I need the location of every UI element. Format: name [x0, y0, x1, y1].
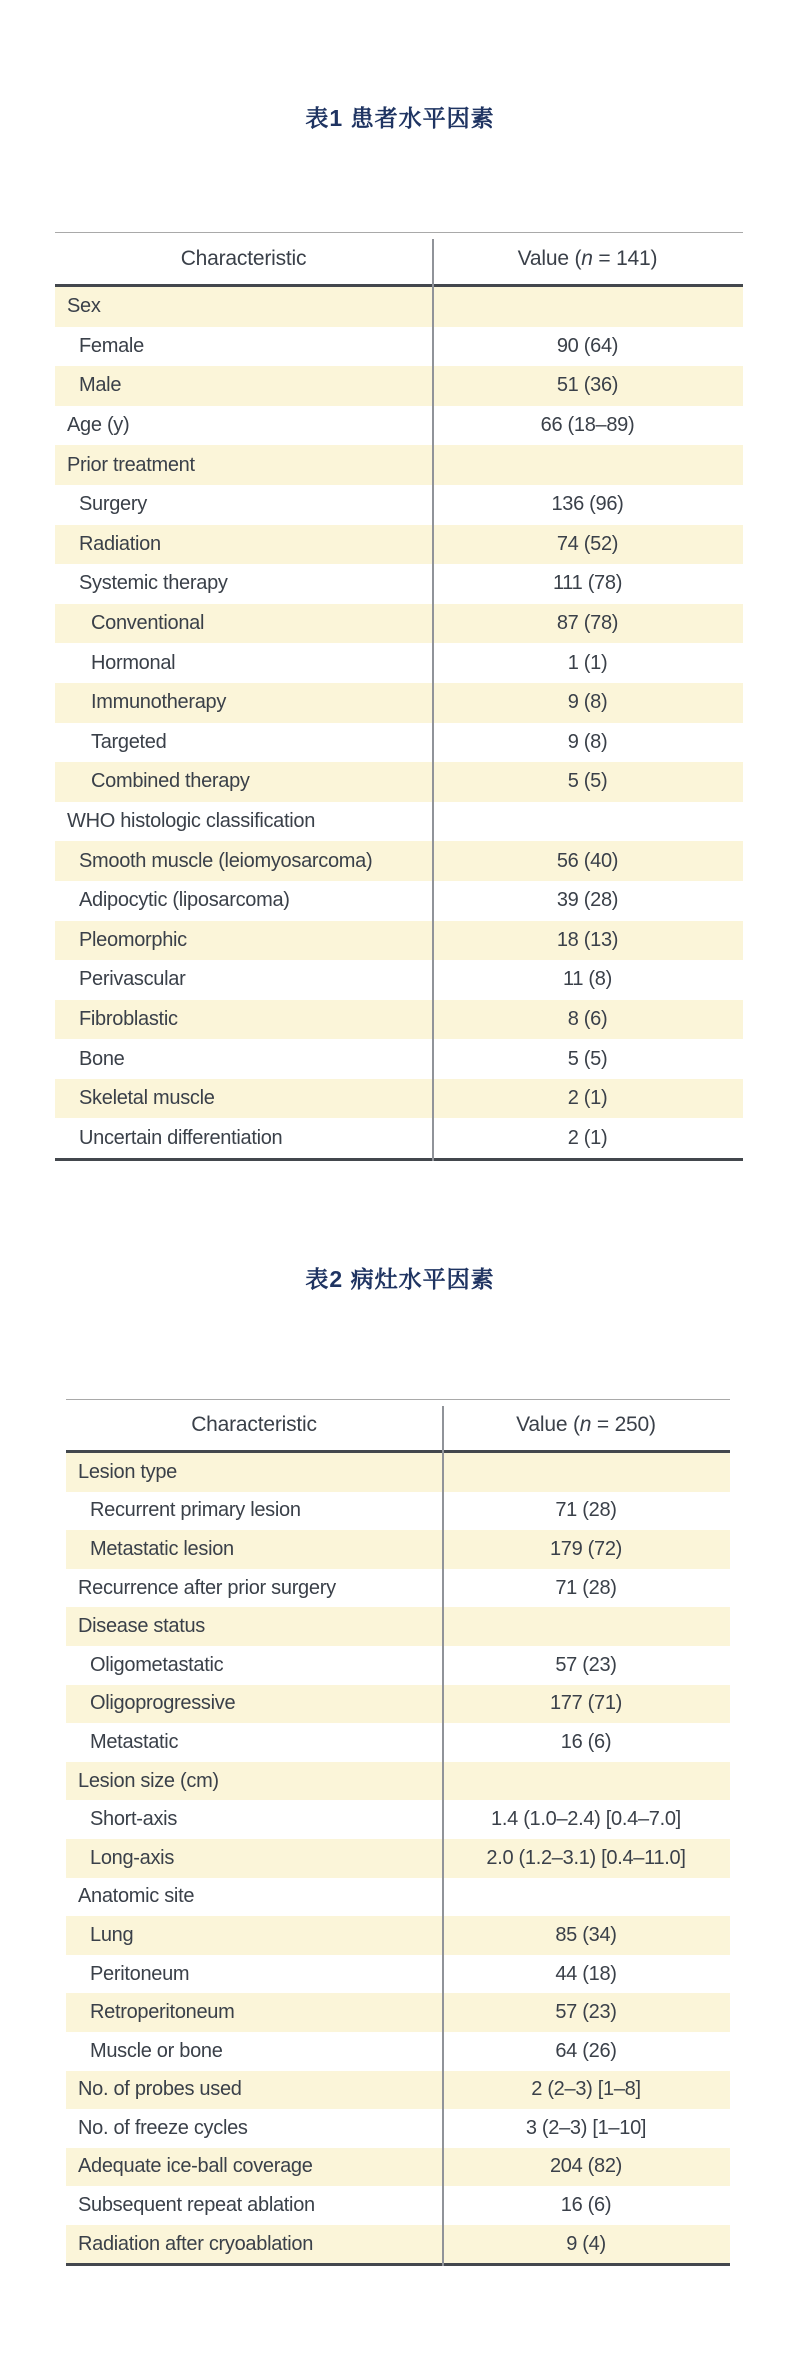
characteristic-cell: Radiation — [79, 532, 161, 555]
table-row — [55, 1039, 743, 1079]
characteristic-cell: Disease status — [78, 1615, 205, 1638]
value-cell: 2 (2–3) [1–8] — [531, 2078, 641, 2101]
value-cell: 5 (5) — [567, 770, 608, 793]
value-cell: 74 (52) — [556, 532, 619, 555]
characteristic-cell: Perivascular — [79, 968, 186, 991]
value-cell: 71 (28) — [555, 1576, 617, 1599]
value-cell: 87 (78) — [556, 612, 619, 635]
value-cell: 44 (18) — [555, 1962, 617, 1985]
characteristic-cell: Adipocytic (liposarcoma) — [79, 889, 290, 912]
characteristic-cell: Surgery — [79, 493, 147, 516]
value-cell: 9 (4) — [566, 2232, 606, 2255]
table-row — [55, 604, 743, 644]
characteristic-header: Characteristic — [180, 246, 307, 270]
table-row — [55, 445, 743, 485]
characteristic-cell: Female — [79, 334, 144, 357]
table1-body — [55, 287, 743, 1161]
value-cell: 204 (82) — [549, 2155, 623, 2178]
characteristic-cell: Metastatic — [90, 1730, 179, 1753]
value-cell: 57 (23) — [555, 2001, 617, 2024]
value-cell: 3 (2–3) [1–10] — [525, 2116, 647, 2139]
table-row — [66, 1646, 730, 1685]
value-cell: 179 (72) — [549, 1537, 623, 1560]
characteristic-cell: Systemic therapy — [79, 572, 228, 595]
table-row — [66, 2109, 730, 2148]
table-row — [66, 1723, 730, 1762]
table-row — [66, 2148, 730, 2187]
value-header-suffix: = 250) — [591, 1413, 656, 1436]
table-row — [55, 643, 743, 683]
characteristic-cell: Anatomic site — [78, 1885, 195, 1908]
table-row — [66, 1453, 730, 1492]
table-row — [55, 1000, 743, 1040]
table-row — [55, 802, 743, 842]
table-row — [55, 723, 743, 763]
table-row — [55, 841, 743, 881]
characteristic-cell: Sex — [67, 295, 101, 318]
table-row — [66, 1492, 730, 1531]
value-cell: 1 (1) — [567, 651, 608, 674]
table2-title: 表2 病灶水平因素 — [305, 1266, 495, 1292]
table-row — [66, 1685, 730, 1724]
characteristic-cell: Subsequent repeat ablation — [78, 2194, 315, 2217]
table-row — [55, 564, 743, 604]
characteristic-cell: Adequate ice-ball coverage — [78, 2155, 313, 2178]
value-cell: 5 (5) — [567, 1047, 608, 1070]
table1 — [55, 232, 743, 1161]
value-cell: 85 (34) — [555, 1923, 617, 1946]
characteristic-cell: Long-axis — [90, 1846, 175, 1869]
table-row — [55, 327, 743, 367]
value-header — [442, 1413, 730, 1437]
table1-title: 表1 患者水平因素 — [305, 105, 495, 131]
value-cell: 64 (26) — [555, 2039, 617, 2062]
table-row — [66, 1569, 730, 1608]
value-header-prefix: Value ( — [516, 1413, 580, 1436]
characteristic-cell: Muscle or bone — [90, 2039, 223, 2062]
value-cell: 2 (1) — [567, 1126, 608, 1149]
table-row — [66, 1800, 730, 1839]
value-header-prefix: Value ( — [517, 246, 582, 270]
characteristic-cell: Fibroblastic — [79, 1007, 178, 1030]
value-header-suffix: = 141) — [592, 246, 658, 270]
table-row — [66, 1839, 730, 1878]
characteristic-cell: Radiation after cryoablation — [78, 2232, 314, 2255]
value-cell: 18 (13) — [556, 928, 619, 951]
characteristic-cell: Bone — [79, 1047, 125, 1070]
characteristic-cell: Prior treatment — [67, 453, 195, 476]
table-row — [55, 960, 743, 1000]
characteristic-cell: Lesion type — [78, 1460, 177, 1483]
table-row — [66, 2032, 730, 2071]
table-row — [55, 366, 743, 406]
table-row — [66, 1878, 730, 1917]
characteristic-cell: Oligoprogressive — [90, 1692, 236, 1715]
table-row — [55, 762, 743, 802]
value-cell: 57 (23) — [555, 1653, 617, 1676]
value-header-n: n — [581, 246, 593, 270]
table2 — [66, 1399, 730, 2266]
table1-header — [55, 232, 743, 287]
characteristic-cell: Combined therapy — [91, 770, 250, 793]
value-cell: 11 (8) — [563, 968, 612, 991]
value-cell: 16 (6) — [560, 1730, 612, 1753]
table2-body — [66, 1453, 730, 2266]
value-cell: 9 (8) — [567, 691, 608, 714]
characteristic-cell: Targeted — [91, 730, 167, 753]
table-row — [66, 1607, 730, 1646]
value-cell: 56 (40) — [556, 849, 619, 872]
value-cell: 39 (28) — [556, 889, 619, 912]
characteristic-cell: Peritoneum — [90, 1962, 190, 1985]
value-cell: 66 (18–89) — [540, 414, 635, 437]
value-cell: 8 (6) — [567, 1007, 608, 1030]
characteristic-cell: Lesion size (cm) — [78, 1769, 219, 1792]
characteristic-cell: Pleomorphic — [79, 928, 187, 951]
table-row — [66, 1762, 730, 1801]
value-cell: 177 (71) — [549, 1692, 623, 1715]
characteristic-cell: Short-axis — [90, 1808, 178, 1831]
characteristic-cell: WHO histologic classification — [67, 810, 316, 833]
table-row — [55, 881, 743, 921]
table-row — [55, 287, 743, 327]
characteristic-cell: Recurrent primary lesion — [90, 1499, 301, 1522]
characteristic-header: Characteristic — [191, 1413, 317, 1436]
value-cell: 90 (64) — [556, 334, 619, 357]
characteristic-cell: Lung — [90, 1923, 134, 1946]
value-cell: 111 (78) — [552, 572, 623, 595]
characteristic-cell: Conventional — [91, 612, 205, 635]
characteristic-cell: Hormonal — [91, 651, 176, 674]
table-row — [66, 1993, 730, 2032]
column-divider — [442, 1406, 444, 2266]
table-row — [55, 525, 743, 565]
table-row — [66, 1955, 730, 1994]
characteristic-cell: Retroperitoneum — [90, 2001, 235, 2024]
value-cell: 9 (8) — [567, 730, 608, 753]
value-cell: 51 (36) — [556, 374, 619, 397]
value-cell: 1.4 (1.0–2.4) [0.4–7.0] — [491, 1808, 681, 1831]
table-row — [66, 2186, 730, 2225]
table-row — [55, 921, 743, 961]
characteristic-cell: Uncertain differentiation — [79, 1126, 283, 1149]
table-row — [66, 2071, 730, 2110]
table-row — [55, 1079, 743, 1119]
table2-header — [66, 1399, 730, 1453]
characteristic-cell: No. of freeze cycles — [78, 2116, 248, 2139]
value-cell: 2 (1) — [567, 1087, 608, 1110]
characteristic-cell: Oligometastatic — [90, 1653, 224, 1676]
characteristic-cell: Skeletal muscle — [79, 1087, 215, 1110]
value-cell: 71 (28) — [555, 1499, 617, 1522]
characteristic-cell: No. of probes used — [78, 2078, 242, 2101]
characteristic-cell: Immunotherapy — [91, 691, 227, 714]
value-header — [432, 247, 743, 271]
table-row — [55, 406, 743, 446]
value-cell: 16 (6) — [560, 2194, 612, 2217]
table-row — [66, 2225, 730, 2264]
characteristic-cell: Smooth muscle (leiomyosarcoma) — [79, 849, 373, 872]
characteristic-cell: Age (y) — [67, 414, 130, 437]
table-row — [66, 1530, 730, 1569]
value-cell: 136 (96) — [551, 493, 624, 516]
characteristic-cell: Male — [79, 374, 122, 397]
table-row — [55, 485, 743, 525]
characteristic-cell: Metastatic lesion — [90, 1537, 234, 1560]
characteristic-cell: Recurrence after prior surgery — [78, 1576, 336, 1599]
table-row — [66, 1916, 730, 1955]
table-row — [55, 1118, 743, 1158]
value-header-n: n — [579, 1413, 592, 1436]
value-cell: 2.0 (1.2–3.1) [0.4–11.0] — [486, 1846, 686, 1869]
table-row — [55, 683, 743, 723]
column-divider — [432, 239, 434, 1161]
